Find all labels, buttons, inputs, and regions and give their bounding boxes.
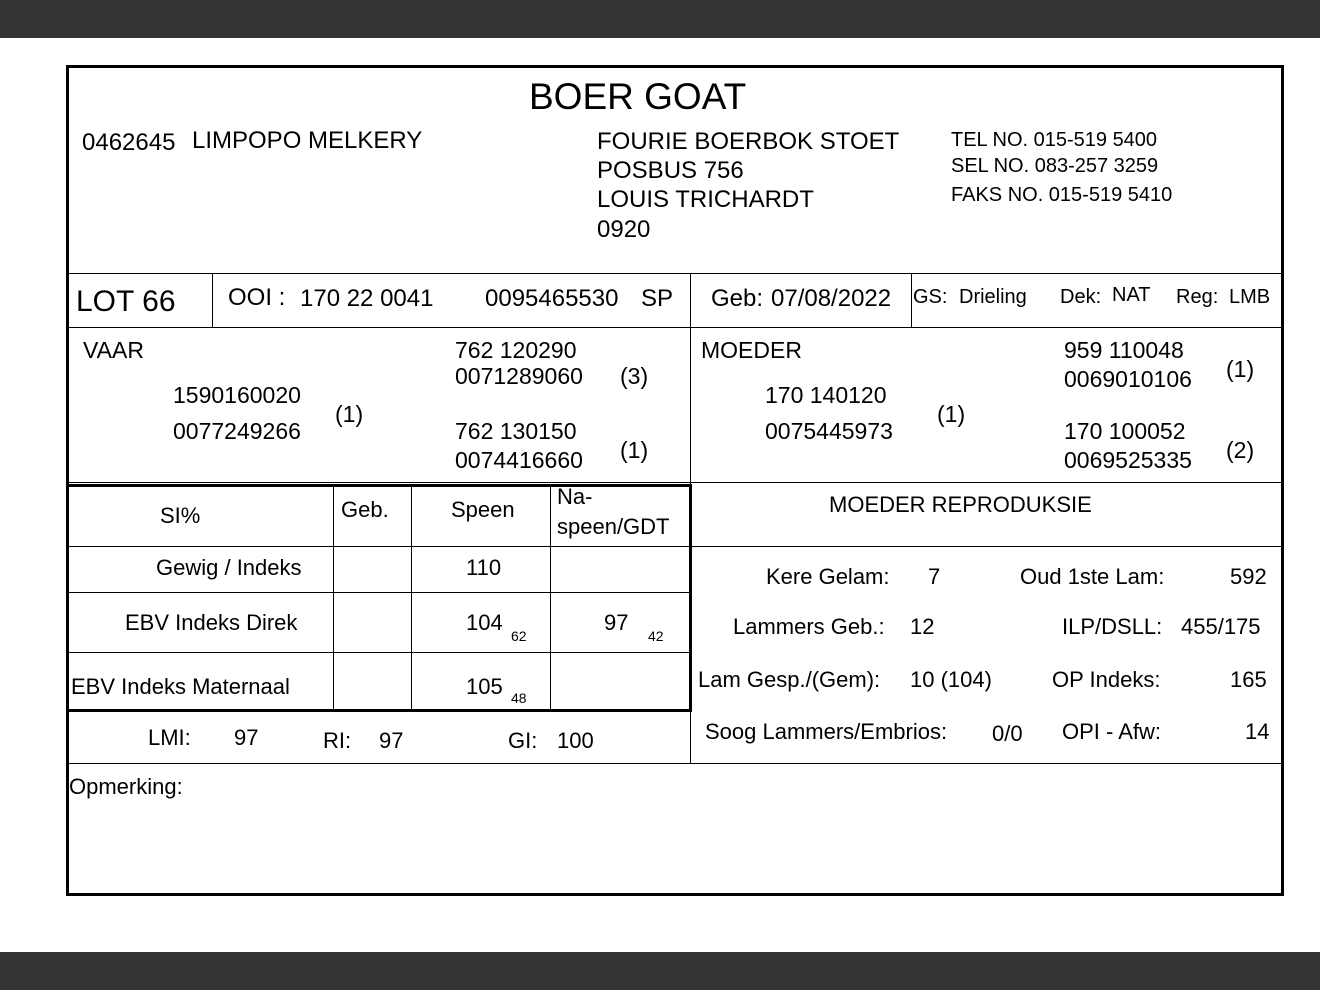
row-direk-naspeen-sub: 42 — [648, 628, 664, 644]
gs-value: Drieling — [959, 286, 1027, 308]
divider-table-right — [689, 484, 692, 712]
vaar-dam-line1: 762 130150 — [455, 418, 577, 444]
vaar-dam-line2: 0074416660 — [455, 447, 583, 473]
divider-geb-v — [911, 273, 912, 327]
divider-pedigree — [68, 482, 1282, 483]
row-maternaal-speen: 105 — [466, 674, 503, 699]
border-left — [66, 65, 69, 896]
moeder-sire-count: (1) — [1226, 356, 1255, 382]
moeder-sire-line2: 0069010106 — [1064, 366, 1192, 392]
contact-faks: FAKS NO. 015-519 5410 — [951, 184, 1173, 206]
gi-label: GI: — [508, 728, 538, 753]
ooi-number: 170 22 0041 — [300, 285, 434, 312]
divider-table-header — [68, 546, 1282, 547]
vaar-line1: 1590160020 — [173, 382, 301, 408]
vaar-line2: 0077249266 — [173, 418, 301, 444]
vaar-count: (1) — [335, 401, 364, 427]
gesp-label: Lam Gesp./(Gem): — [698, 667, 881, 692]
opi-value: 14 — [1245, 719, 1270, 744]
repro-title: MOEDER REPRODUKSIE — [829, 492, 1092, 517]
moeder-line1: 170 140120 — [765, 382, 887, 408]
geb-date: 07/08/2022 — [771, 285, 892, 312]
soog-value: 0/0 — [992, 721, 1023, 746]
lot-number: LOT 66 — [76, 285, 176, 318]
card-title: BOER GOAT — [529, 76, 747, 117]
divider-lot-v — [212, 273, 213, 327]
divider-table-top — [68, 484, 692, 487]
border-top — [66, 65, 1284, 68]
header-naspeen-2: speen/GDT — [557, 514, 670, 539]
moeder-dam-line1: 170 100052 — [1064, 418, 1186, 444]
lammers-value: 12 — [910, 614, 935, 639]
row-maternaal-label: EBV Indeks Maternaal — [71, 674, 290, 699]
row-direk-label: EBV Indeks Direk — [125, 610, 298, 635]
row-gewig-label: Gewig / Indeks — [156, 555, 302, 580]
ri-value: 97 — [379, 728, 404, 753]
ilp-label: ILP/DSLL: — [1062, 614, 1163, 639]
lammers-label: Lammers Geb.: — [733, 614, 885, 639]
lmi-label: LMI: — [148, 725, 191, 750]
ooi-label: OOI : — [228, 284, 286, 311]
ilp-value: 455/175 — [1181, 614, 1261, 639]
row-gewig-speen: 110 — [466, 555, 502, 580]
buyer-id: 0462645 — [82, 129, 176, 156]
vaar-label: VAAR — [83, 337, 144, 363]
moeder-sire-line1: 959 110048 — [1064, 337, 1184, 363]
geb-label: Geb: — [711, 285, 764, 312]
opi-label: OPI - Afw: — [1062, 719, 1162, 744]
header-si: SI% — [160, 503, 201, 528]
vaar-sire-count: (3) — [620, 363, 649, 389]
divider-col-naspeen — [550, 484, 551, 710]
gi-value: 100 — [557, 728, 594, 753]
gs-label: GS: — [913, 286, 948, 308]
gesp-value: 10 (104) — [910, 667, 992, 692]
divider-table-bottom — [68, 709, 692, 712]
divider-col-speen — [411, 484, 412, 710]
border-bottom — [66, 893, 1284, 896]
divider-indices — [68, 763, 1282, 764]
breeder-name: FOURIE BOERBOK STOET — [597, 128, 900, 155]
kere-label: Kere Gelam: — [766, 564, 890, 589]
header-speen: Speen — [451, 497, 515, 522]
dek-value: NAT — [1112, 284, 1151, 306]
header-naspeen-1: Na- — [557, 484, 593, 509]
contact-tel: TEL NO. 015-519 5400 — [951, 129, 1158, 151]
moeder-label: MOEDER — [701, 337, 802, 363]
vaar-sire-line1: 762 120290 — [455, 337, 577, 363]
oud-label: Oud 1ste Lam: — [1020, 564, 1165, 589]
moeder-count: (1) — [937, 401, 966, 427]
row-direk-speen: 104 — [466, 610, 503, 635]
row-maternaal-speen-sub: 48 — [511, 690, 527, 706]
divider-row1 — [68, 592, 691, 593]
oud-value: 592 — [1230, 564, 1267, 589]
breeder-address2: LOUIS TRICHARDT — [597, 186, 814, 213]
op-label: OP Indeks: — [1052, 667, 1161, 692]
breeder-postcode: 0920 — [597, 216, 651, 243]
lmi-value: 97 — [234, 725, 259, 750]
op-value: 165 — [1230, 667, 1267, 692]
kere-value: 7 — [928, 564, 941, 589]
border-right — [1281, 65, 1284, 896]
opmerking-label: Opmerking: — [69, 774, 183, 799]
animal-id: 0095465530 — [485, 285, 619, 312]
breeder-address1: POSBUS 756 — [597, 157, 744, 184]
divider-row2 — [68, 652, 691, 653]
divider-header — [68, 273, 1282, 274]
ri-label: RI: — [323, 728, 352, 753]
row-direk-naspeen: 97 — [604, 610, 629, 635]
reg-label: Reg: — [1176, 286, 1219, 308]
reg-value: LMB — [1229, 286, 1271, 308]
vaar-dam-count: (1) — [620, 437, 649, 463]
buyer-name: LIMPOPO MELKERY — [192, 127, 423, 154]
divider-col-geb — [333, 484, 334, 710]
soog-label: Soog Lammers/Embrios: — [705, 719, 948, 744]
moeder-dam-line2: 0069525335 — [1064, 447, 1192, 473]
vaar-sire-line2: 0071289060 — [455, 363, 583, 389]
row-direk-speen-sub: 62 — [511, 628, 527, 644]
moeder-line2: 0075445973 — [765, 418, 893, 444]
divider-lot — [68, 327, 1282, 328]
moeder-dam-count: (2) — [1226, 437, 1255, 463]
header-geb: Geb. — [341, 497, 389, 522]
contact-sel: SEL NO. 083-257 3259 — [951, 155, 1159, 177]
animal-id-suffix: SP — [641, 285, 674, 312]
dek-label: Dek: — [1060, 286, 1102, 308]
